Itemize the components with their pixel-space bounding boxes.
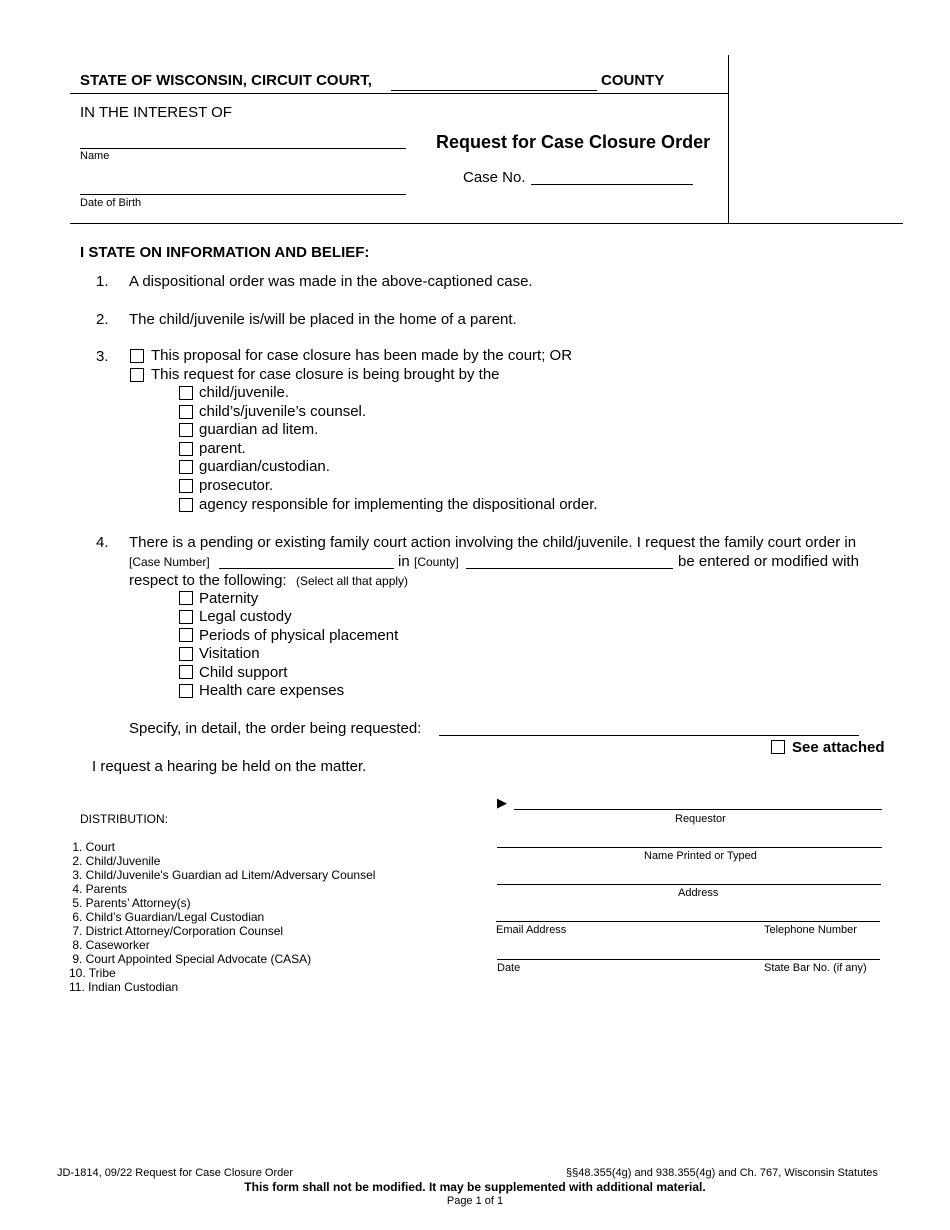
family-case-number-field[interactable] [219,568,394,569]
item2-text: The child/juvenile is/will be placed in the home of a parent. [129,311,517,328]
requestor-counsel-checkbox[interactable] [179,405,193,419]
court-proposal-label: This proposal for case closure has been made by the court; OR [151,347,573,364]
section-title: I STATE ON INFORMATION AND BELIEF: [80,244,370,261]
distribution-item: 2. Child/Juvenile [69,854,161,868]
family-county-field[interactable] [466,568,673,569]
visitation-checkbox[interactable] [179,647,193,661]
requestor-parent-checkbox[interactable] [179,442,193,456]
name-printed-label: Name Printed or Typed [644,850,757,862]
email-phone-field[interactable] [496,921,880,922]
caption-divider-bottom [70,223,903,224]
address-field[interactable] [497,884,881,885]
requestor-child-checkbox[interactable] [179,386,193,400]
respect-text: respect to the following: [129,572,287,589]
paternity-checkbox[interactable] [179,591,193,605]
caption-divider-top [70,93,728,94]
email-label: Email Address [496,924,567,936]
physical-placement-checkbox[interactable] [179,628,193,642]
requestor-option-label: prosecutor. [199,477,274,494]
court-prefix: STATE OF WISCONSIN, CIRCUIT COURT, [80,72,372,89]
item2-number: 2. [96,311,109,328]
form-id: JD-1814, 09/22 Request for Case Closure Order [57,1167,294,1179]
entered-text: be entered or modified with [678,553,859,570]
distribution-item: 1. Court [69,840,116,854]
date-bar-field[interactable] [497,959,880,960]
family-order-option-label: Health care expenses [199,682,345,699]
specify-label: Specify, in detail, the order being requested: [129,720,422,737]
telephone-label: Telephone Number [764,924,857,936]
distribution-item: 6. Child’s Guardian/Legal Custodian [69,910,265,924]
requestor-option-label: guardian ad litem. [199,421,319,438]
family-county-label: [County] [414,555,459,569]
item3-number: 3. [96,348,109,365]
legal-custody-checkbox[interactable] [179,610,193,624]
request-brought-label: This request for case closure is being brought by the [151,366,500,383]
caption-divider-vertical [728,55,729,223]
case-no-label: Case No. [463,169,526,186]
requestor-option-label: agency responsible for implementing the dispositional order. [199,496,598,513]
requestor-signature-field[interactable] [514,809,882,810]
requestor-option-label: child/juvenile. [199,384,290,401]
item4-text: There is a pending or existing family court action involving the child/juvenile. I request the family court order in [129,534,857,551]
interest-of-label: IN THE INTEREST OF [80,104,232,121]
county-field[interactable] [391,90,597,91]
family-order-option-label: Visitation [199,645,260,662]
requestor-label: Requestor [675,813,726,825]
in-word: in [398,553,410,570]
request-brought-checkbox[interactable] [130,368,144,382]
requestor-option-label: guardian/custodian. [199,458,330,475]
distribution-item: 10. Tribe [69,966,116,980]
case-no-field[interactable] [531,184,693,185]
requestor-guardian-checkbox[interactable] [179,460,193,474]
distribution-item: 11. Indian Custodian [69,980,179,994]
distribution-item: 8. Caseworker [69,938,150,952]
distribution-item: 5. Parents’ Attorney(s) [69,896,191,910]
distribution-list [69,826,375,1008]
family-order-option-label: Legal custody [199,608,292,625]
distribution-title: DISTRIBUTION: [80,812,169,826]
name-label: Name [80,150,110,162]
select-note: (Select all that apply) [296,574,409,588]
family-order-option-label: Child support [199,664,288,681]
see-attached-label: See attached [792,739,885,756]
hearing-text: I request a hearing be held on the matter. [92,758,367,775]
see-attached-checkbox[interactable] [771,740,785,754]
distribution-item: 4. Parents [69,882,128,896]
requestor-prosecutor-checkbox[interactable] [179,479,193,493]
signature-arrow-icon: ▶ [497,795,507,810]
county-label: COUNTY [601,72,665,89]
family-order-option-label: Periods of physical placement [199,627,399,644]
statutes: §§48.355(4g) and 938.355(4g) and Ch. 767, Wisconsin Statutes [566,1167,878,1179]
address-label: Address [678,887,719,899]
specify-field[interactable] [439,735,859,736]
requestor-gal-checkbox[interactable] [179,423,193,437]
dob-field[interactable] [80,194,406,195]
requestor-option-label: parent. [199,440,246,457]
distribution-item: 7. District Attorney/Corporation Counsel [69,924,284,938]
item1-number: 1. [96,273,109,290]
form-title: Request for Case Closure Order [436,132,711,152]
item1-text: A dispositional order was made in the above-captioned case. [129,273,533,290]
requestor-option-label: child’s/juvenile’s counsel. [199,403,367,420]
footer-notice: This form shall not be modified. It may be supplemented with additional material. [244,1180,706,1194]
case-number-label: [Case Number] [129,555,210,569]
health-care-checkbox[interactable] [179,684,193,698]
distribution-item: 3. Child/Juvenile's Guardian ad Litem/Adversary Counsel [69,868,376,882]
court-proposal-checkbox[interactable] [130,349,144,363]
requestor-agency-checkbox[interactable] [179,498,193,512]
name-printed-field[interactable] [497,847,882,848]
bar-number-label: State Bar No. (if any) [764,962,867,974]
distribution-item: 9. Court Appointed Special Advocate (CASA) [69,952,312,966]
child-support-checkbox[interactable] [179,665,193,679]
name-field[interactable] [80,148,406,149]
item4-number: 4. [96,534,109,551]
date-label: Date [497,962,521,974]
dob-label: Date of Birth [80,197,142,209]
page-number: Page 1 of 1 [446,1195,504,1207]
family-order-option-label: Paternity [199,590,259,607]
